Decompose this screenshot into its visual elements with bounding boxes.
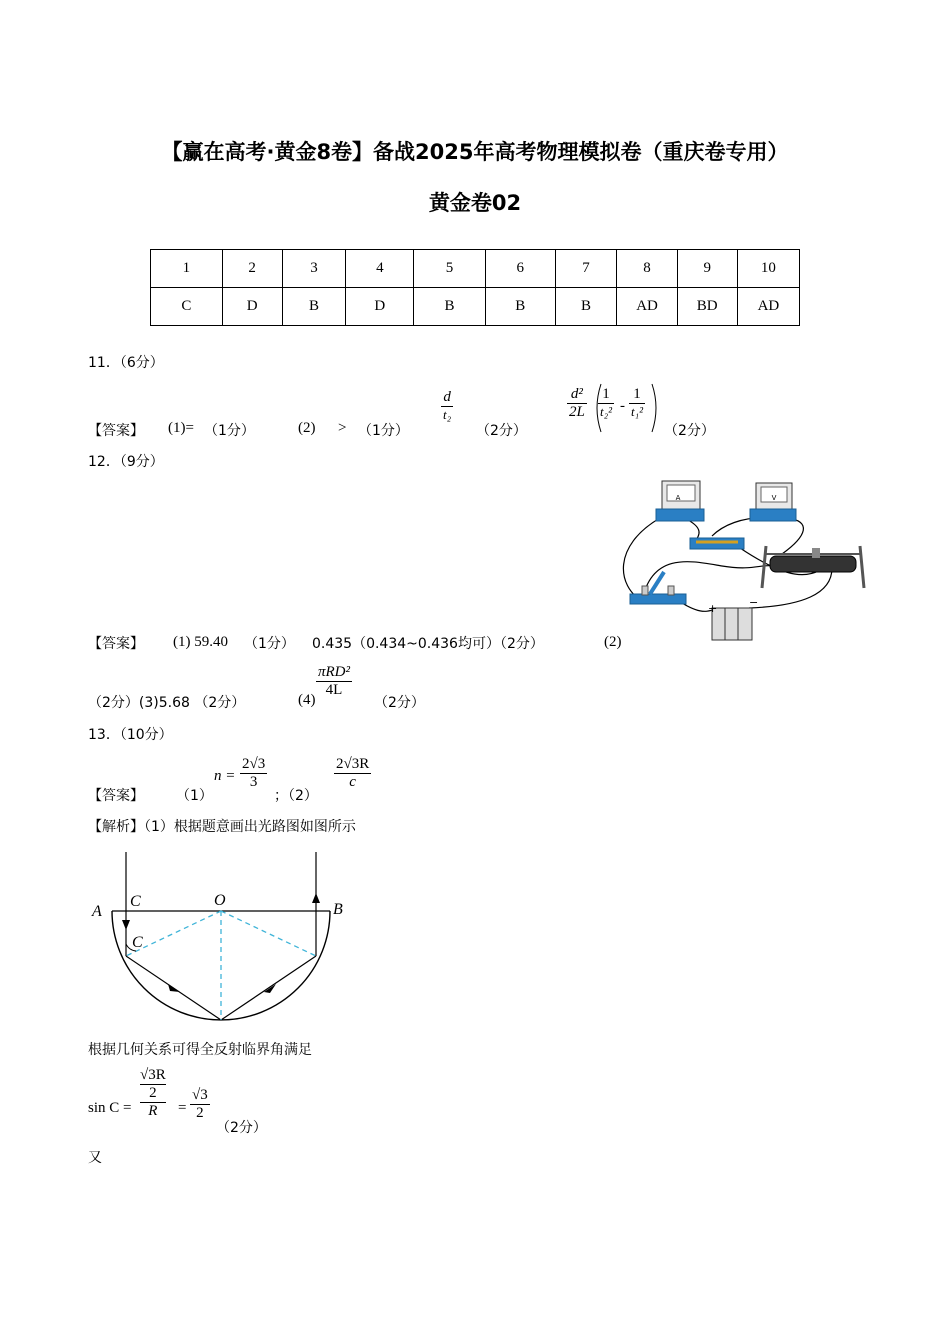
q13-sin-score: （2分） bbox=[216, 1120, 267, 1136]
q13-sin-compound-fraction: √3R 2 R bbox=[140, 1067, 166, 1119]
table-row-numbers bbox=[151, 250, 800, 288]
q11-fraction-d2-over-2L: $\frac{\text{d²}}{2L}$ bbox=[569, 386, 585, 420]
q11-frac2-score: （2分） bbox=[664, 423, 715, 439]
table-cell-answer: D bbox=[222, 288, 282, 326]
q12-part1: (1) 59.40 bbox=[173, 634, 228, 650]
q12-heading: 12．（9分） bbox=[88, 454, 164, 470]
table-cell-number: 5 bbox=[414, 250, 486, 288]
page-title: 【赢在高考·黄金8卷】备战2025年高考物理模拟卷（重庆卷专用） bbox=[161, 140, 789, 164]
q11-frac1-score: （2分） bbox=[476, 423, 527, 439]
q13-part1: （1） bbox=[176, 788, 213, 804]
q13-sin-lhs: sin C = bbox=[88, 1100, 132, 1116]
q11-part1: (1)= bbox=[168, 420, 194, 436]
q13-sin-rhs-fraction: $\frac{√3}{2}$ bbox=[192, 1087, 208, 1121]
label-B: B bbox=[333, 901, 343, 918]
q13-analysis: 【解析】（1）根据题意画出光路图如图所示 bbox=[88, 819, 356, 835]
q11-part2-symbol: > bbox=[338, 420, 347, 436]
table-cell-answer: B bbox=[485, 288, 555, 326]
q11-part1-score: （1分） bbox=[204, 423, 255, 439]
q12-part4: (4) bbox=[298, 692, 316, 708]
q11-inner-fraction-1: $\frac{1}{\text{t₂²}}$ bbox=[600, 386, 613, 419]
answer-table bbox=[150, 249, 800, 326]
table-cell-number: 3 bbox=[282, 250, 346, 288]
q12-part1b: 0.435（0.434~0.436均可）（2分） bbox=[312, 636, 544, 652]
q11-heading: 11．（6分） bbox=[88, 355, 164, 371]
q12-part1-score: （1分） bbox=[244, 636, 295, 652]
table-cell-number: 7 bbox=[555, 250, 617, 288]
q12-line2: （2分）(3)5.68 （2分） bbox=[88, 695, 246, 711]
table-cell-number: 6 bbox=[485, 250, 555, 288]
label-C-top: C bbox=[130, 893, 141, 910]
q11-fraction-d-over-t2: $\frac{d}{\text{t₂}}$ bbox=[443, 389, 452, 422]
table-cell-answer: BD bbox=[677, 288, 737, 326]
table-cell-answer: B bbox=[555, 288, 617, 326]
label-C-angle: C bbox=[132, 934, 143, 951]
table-cell-number: 10 bbox=[737, 250, 799, 288]
table-cell-number: 2 bbox=[222, 250, 282, 288]
q12-part4-score: （2分） bbox=[374, 695, 425, 711]
q13-answer-label: 【答案】 bbox=[88, 788, 144, 804]
light-path-diagram bbox=[90, 848, 350, 1028]
table-cell-number: 9 bbox=[677, 250, 737, 288]
q13-heading: 13．（10分） bbox=[88, 727, 173, 743]
page-subtitle: 黄金卷02 bbox=[428, 191, 522, 215]
q13-n-lhs: n = bbox=[214, 768, 236, 784]
label-A: A bbox=[92, 903, 102, 920]
q13-fraction-n: $\frac{2√3}{3}$ bbox=[242, 756, 266, 790]
table-cell-answer: B bbox=[414, 288, 486, 326]
table-row-answers bbox=[151, 288, 800, 326]
table-cell-number: 1 bbox=[151, 250, 223, 288]
q13-separator: ；（2） bbox=[274, 788, 318, 804]
table-cell-answer: C bbox=[151, 288, 223, 326]
q13-equals: = bbox=[178, 1100, 187, 1116]
battery-plus: + bbox=[708, 602, 718, 615]
q13-geometry-text: 根据几何关系可得全反射临界角满足 bbox=[88, 1042, 312, 1058]
table-cell-answer: AD bbox=[737, 288, 799, 326]
voltmeter-label: V bbox=[771, 494, 777, 502]
q11-part2: (2) bbox=[298, 420, 316, 436]
q12-fraction-piRD2-over-4L: πRD² 4L bbox=[318, 664, 351, 698]
q11-minus: - bbox=[620, 398, 625, 414]
label-O: O bbox=[214, 892, 226, 909]
table-cell-number: 8 bbox=[617, 250, 677, 288]
q11-inner-fraction-2: $\frac{1}{\text{t₁²}}$ bbox=[631, 386, 644, 419]
ammeter-label: A bbox=[675, 494, 681, 502]
right-paren bbox=[650, 382, 660, 434]
q11-part2-score: （1分） bbox=[358, 423, 409, 439]
q13-you: 又 bbox=[88, 1150, 102, 1166]
q11-answer-label: 【答案】 bbox=[88, 423, 144, 439]
q12-answer-label: 【答案】 bbox=[88, 636, 144, 652]
table-cell-number: 4 bbox=[346, 250, 414, 288]
table-cell-answer: B bbox=[282, 288, 346, 326]
circuit-diagram bbox=[622, 476, 862, 644]
q12-part2: (2) bbox=[604, 634, 622, 650]
q13-fraction-t: $\frac{2√3R}{c}$ bbox=[336, 756, 370, 790]
battery-minus: − bbox=[749, 596, 759, 609]
table-cell-answer: D bbox=[346, 288, 414, 326]
table-cell-answer: AD bbox=[617, 288, 677, 326]
